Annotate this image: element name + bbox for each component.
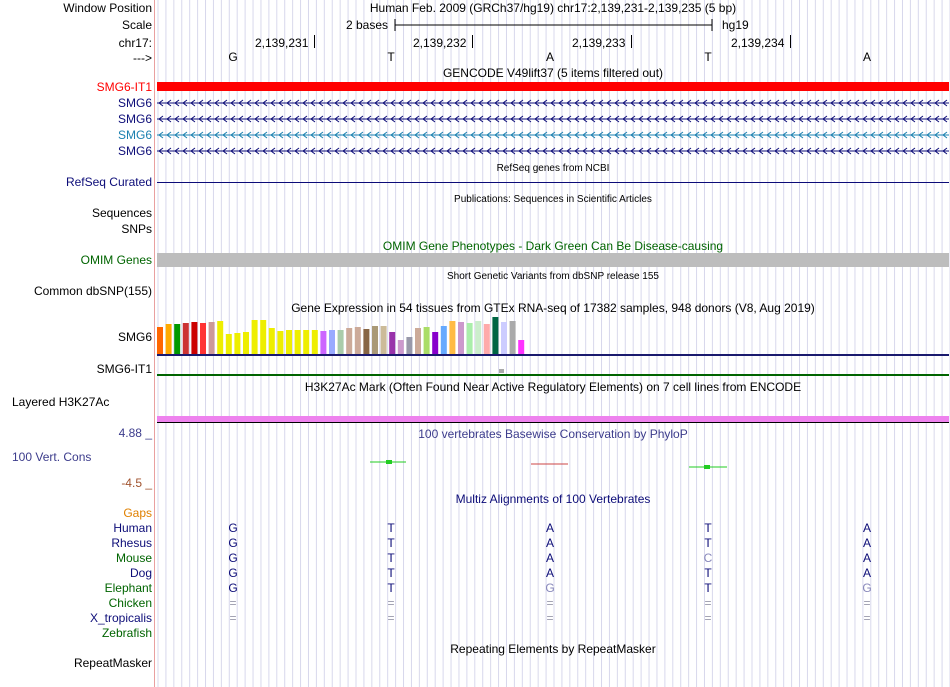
gtex-smg6-bars[interactable] (157, 315, 949, 355)
alignment-base: = (387, 611, 395, 625)
scale-label: Scale (121, 18, 152, 32)
reference-base: T (387, 50, 395, 64)
gtex-tissue-bar (338, 330, 344, 354)
alignment-base: A (862, 521, 871, 535)
dbsnp-track-label[interactable]: Common dbSNP(155) (33, 284, 152, 298)
alignment-base: = (387, 596, 395, 610)
coordinate-tick (790, 35, 791, 48)
alignment-base: G (545, 581, 555, 595)
gtex-tissue-bar (415, 328, 421, 354)
gtex-tissue-bar (441, 326, 447, 354)
alignment-base: T (704, 581, 712, 595)
alignment-base: A (545, 551, 554, 565)
species-label: Chicken (108, 596, 152, 610)
alignment-base: G (228, 521, 238, 535)
gtex-tissue-bar (252, 320, 258, 354)
gaps-label: Gaps (123, 506, 152, 520)
gtex-tissue-bar (209, 322, 215, 354)
species-label: Elephant (104, 581, 152, 595)
gtex-tissue-bar (312, 330, 318, 354)
phylop-track-label[interactable]: 100 Vert. Cons (12, 450, 92, 464)
gtex-smg6it1-label[interactable]: SMG6-IT1 (96, 362, 152, 376)
alignment-base: = (863, 611, 871, 625)
h3k27ac-baseline (157, 422, 949, 423)
label-divider (154, 0, 155, 687)
alignment-base: = (704, 611, 712, 625)
omim-feature[interactable] (157, 253, 949, 267)
position-title: Human Feb. 2009 (GRCh37/hg19) chr17:2,139,231-2,139,235 (5 bp) (369, 1, 737, 15)
gencode-track-title: GENCODE V49lift37 (5 items filtered out) (442, 66, 664, 80)
track-label-panel (0, 0, 154, 687)
refseq-track-label[interactable]: RefSeq Curated (65, 175, 152, 189)
gtex-tissue-bar (303, 330, 309, 354)
gtex-track-title: Gene Expression in 54 tissues from GTEx RNA-seq of 17382 samples, 948 donors (V8, Aug 2019) (291, 301, 815, 315)
strand-label: ---> (133, 51, 152, 65)
alignment-base: T (387, 551, 395, 565)
alignment-base: A (545, 521, 554, 535)
gtex-tissue-bar (484, 324, 490, 354)
gtex-tissue-bar (449, 321, 455, 354)
coordinate-label: 2,139,234 (731, 36, 785, 50)
gtex-tissue-bar (234, 333, 240, 354)
dbsnp-track-title: Short Genetic Variants from dbSNP release 155 (447, 271, 659, 282)
alignment-base: A (545, 566, 554, 580)
gtex-tissue-bar (320, 331, 326, 354)
scale-bar (394, 17, 714, 33)
species-label: Zebrafish (101, 626, 152, 640)
gtex-tissue-bar (157, 327, 163, 354)
gtex-tissue-bar (398, 340, 404, 354)
coordinate-tick (631, 35, 632, 48)
gtex-tissue-bar (200, 323, 206, 354)
alignment-base: G (228, 581, 238, 595)
alignment-base: G (228, 566, 238, 580)
gtex-tissue-bar (191, 322, 197, 354)
alignment-base: A (862, 536, 871, 550)
refseq-feature[interactable] (157, 182, 949, 183)
gencode-item-label[interactable]: SMG6 (117, 96, 152, 110)
alignment-base: A (862, 551, 871, 565)
gtex-tissue-bar (518, 340, 524, 354)
gtex-tissue-bar (458, 322, 464, 354)
multiz-track-title: Multiz Alignments of 100 Vertebrates (455, 492, 651, 506)
gencode-item-label[interactable]: SMG6 (117, 128, 152, 142)
gtex-tissue-bar (183, 323, 189, 354)
coordinate-label: 2,139,233 (572, 36, 626, 50)
sequences-track-label[interactable]: Sequences (91, 206, 152, 220)
phylop-track-title: 100 vertebrates Basewise Conservation by PhyloP (418, 427, 688, 441)
alignment-base: = (704, 596, 712, 610)
repeatmasker-track-title: Repeating Elements by RepeatMasker (450, 642, 656, 656)
gtex-tissue-bar (243, 332, 249, 354)
alignment-base: = (546, 611, 554, 625)
alignment-base: G (228, 536, 238, 550)
gtex-tissue-bar (166, 324, 172, 354)
alignment-base: = (546, 596, 554, 610)
alignment-base: A (545, 536, 554, 550)
gencode-smg6-features[interactable] (157, 96, 949, 158)
phylop-max-label: 4.88 _ (118, 426, 152, 440)
gtex-tissue-bar (467, 323, 473, 354)
gtex-tissue-bar (346, 328, 352, 354)
gtex-tissue-bar (363, 329, 369, 354)
reference-base: G (228, 50, 238, 64)
gtex-smg6-label[interactable]: SMG6 (117, 330, 152, 344)
gtex-tissue-bar (492, 317, 498, 354)
gtex-tissue-bar (217, 321, 223, 354)
alignment-base: T (704, 536, 712, 550)
alignment-base: T (387, 581, 395, 595)
gtex-tissue-bar (277, 331, 283, 354)
alignment-base: A (862, 566, 871, 580)
alignment-base: T (387, 536, 395, 550)
alignment-base: G (228, 551, 238, 565)
gtex-tissue-bar (295, 330, 301, 354)
species-label: Mouse (115, 551, 152, 565)
alignment-base: = (863, 596, 871, 610)
species-label: X_tropicalis (89, 611, 152, 625)
reference-base: A (862, 50, 871, 64)
refseq-track-title: RefSeq genes from NCBI (496, 163, 610, 174)
alignment-base: = (229, 611, 237, 625)
chrom-label: chr17: (118, 36, 152, 50)
gtex-tissue-bar (226, 334, 232, 354)
reference-base: A (545, 50, 554, 64)
gencode-item-label[interactable]: SMG6 (117, 112, 152, 126)
gtex-tissue-bar (174, 324, 180, 354)
omim-track-label[interactable]: OMIM Genes (80, 253, 152, 267)
snps-track-label[interactable]: SNPs (121, 222, 152, 236)
alignment-base: T (704, 566, 712, 580)
gtex-tissue-bar (424, 327, 430, 354)
alignment-base: = (229, 596, 237, 610)
assembly-label: hg19 (722, 18, 749, 32)
species-label: Dog (129, 566, 152, 580)
phylop-signal[interactable] (157, 455, 949, 475)
gtex-tissue-bar (381, 326, 387, 354)
gencode-item-label[interactable]: SMG6-IT1 (96, 80, 152, 94)
alignment-base: C (703, 551, 713, 565)
gtex-tissue-bar (372, 326, 378, 354)
gtex-tissue-bar (260, 320, 266, 354)
gencode-item-label[interactable]: SMG6 (117, 144, 152, 158)
gtex-tissue-bar (355, 327, 361, 354)
coordinate-label: 2,139,231 (255, 36, 309, 50)
h3k27ac-track-title: H3K27Ac Mark (Often Found Near Active Regulatory Elements) on 7 cell lines from ENCODE (304, 380, 802, 394)
phylop-min-label: -4.5 _ (121, 476, 152, 490)
alignment-base: G (862, 581, 872, 595)
scale-text: 2 bases (346, 18, 389, 32)
gtex-tissue-bar (501, 322, 507, 354)
window-position-label: Window Position (63, 1, 152, 15)
gtex-tissue-bar (432, 332, 438, 354)
coordinate-label: 2,139,232 (413, 36, 467, 50)
species-label: Rhesus (111, 536, 152, 550)
alignment-base: T (387, 521, 395, 535)
publications-track-title: Publications: Sequences in Scientific Articles (454, 194, 652, 205)
gtex-smg6-baseline (157, 354, 949, 356)
gtex-tissue-bar (510, 321, 516, 354)
repeatmasker-track-label[interactable]: RepeatMasker (73, 656, 152, 670)
gtex-tissue-bar (389, 332, 395, 354)
gtex-tissue-bar (406, 337, 412, 354)
omim-track-title: OMIM Gene Phenotypes - Dark Green Can Be Disease-causing (382, 239, 724, 253)
h3k27ac-track-label[interactable]: Layered H3K27Ac (12, 395, 110, 409)
reference-base: T (704, 50, 712, 64)
gtex-tissue-bar (475, 321, 481, 354)
gencode-smg6it1-feature[interactable] (157, 82, 949, 91)
gtex-tissue-bar (286, 330, 292, 354)
alignment-base: T (387, 566, 395, 580)
coordinate-tick (472, 35, 473, 48)
gtex-smg6it1-bar[interactable] (499, 369, 504, 373)
species-label: Human (113, 521, 152, 535)
gtex-tissue-bar (329, 330, 335, 354)
gtex-tissue-bar (269, 328, 275, 354)
coordinate-tick (314, 35, 315, 48)
gtex-smg6it1-baseline (157, 374, 949, 376)
alignment-base: T (704, 521, 712, 535)
